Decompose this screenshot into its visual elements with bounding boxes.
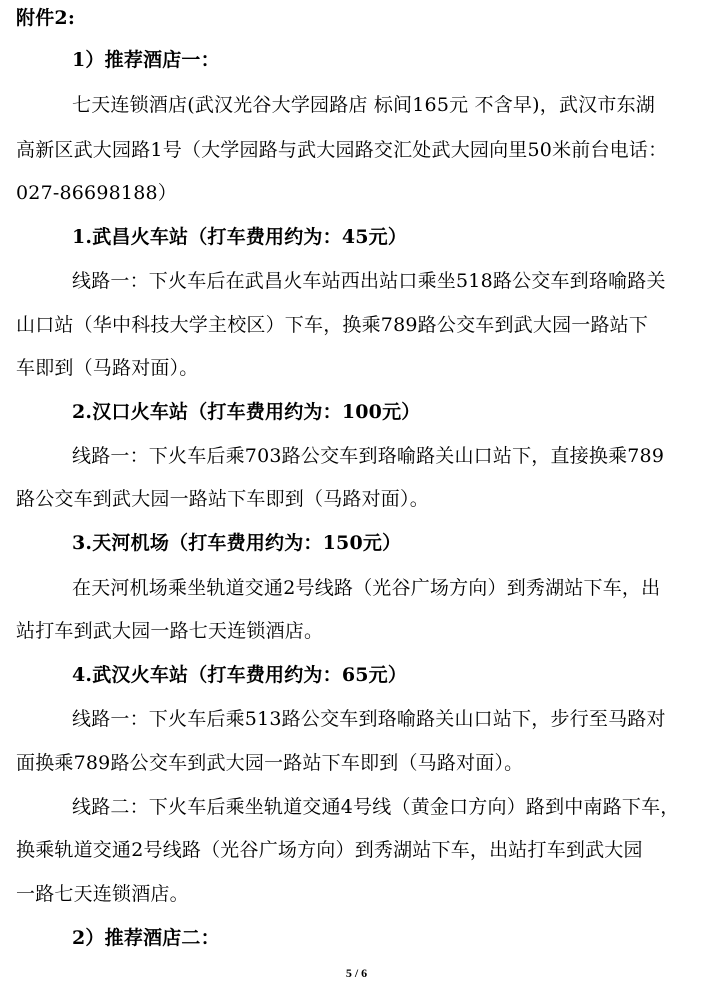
- route3-line2: 站打车到武大园一路七天连锁酒店。: [16, 620, 324, 642]
- route4-heading: 4.武汉火车站（打车费用约为：65元）: [72, 664, 408, 686]
- attachment-label: 附件2:: [16, 7, 76, 29]
- hotel1-desc-line3: 027-86698188）: [16, 182, 177, 204]
- route1-line2: 山口站（华中科技大学主校区）下车，换乘789路公交车到武大园一路站下: [16, 314, 649, 336]
- route4-alt-line1: 线路二：下火车后乘坐轨道交通4号线（黄金口方向）路到中南路下车，: [72, 796, 680, 818]
- route1-heading: 1.武昌火车站（打车费用约为：45元）: [72, 226, 408, 248]
- hotel1-desc-line2: 高新区武大园路1号（大学园路与武大园路交汇处武大园向里50米前台电话：: [16, 139, 668, 161]
- route4-line1: 线路一：下火车后乘513路公交车到珞喻路关山口站下，步行至马路对: [72, 708, 666, 730]
- route1-line1: 线路一：下火车后在武昌火车站西出站口乘坐518路公交车到珞喻路关: [72, 270, 666, 292]
- route2-line1: 线路一：下火车后乘703路公交车到珞喻路关山口站下，直接换乘789: [72, 445, 665, 467]
- route4-line2: 面换乘789路公交车到武大园一路站下车即到（马路对面）。: [16, 752, 524, 774]
- route3-line1: 在天河机场乘坐轨道交通2号线路（光谷广场方向）到秀湖站下车，出: [72, 577, 661, 599]
- hotel1-desc-line1: 七天连锁酒店(武汉光谷大学园路店 标间165元 不含早)，武汉市东湖: [72, 94, 655, 116]
- route4-alt-line2: 换乘轨道交通2号线路（光谷广场方向）到秀湖站下车，出站打车到武大园: [16, 839, 643, 861]
- hotel1-heading: 1）推荐酒店一：: [72, 49, 220, 71]
- page-number: 5 / 6: [345, 966, 368, 980]
- route2-line2: 路公交车到武大园一路站下车即到（马路对面）。: [16, 488, 429, 510]
- route4-alt-line3: 一路七天连锁酒店。: [16, 883, 189, 905]
- route2-heading: 2.汉口火车站（打车费用约为：100元）: [72, 401, 421, 423]
- route1-line3: 车即到（马路对面）。: [16, 357, 199, 379]
- hotel2-heading: 2）推荐酒店二：: [72, 927, 220, 949]
- route3-heading: 3.天河机场（打车费用约为：150元）: [72, 532, 402, 554]
